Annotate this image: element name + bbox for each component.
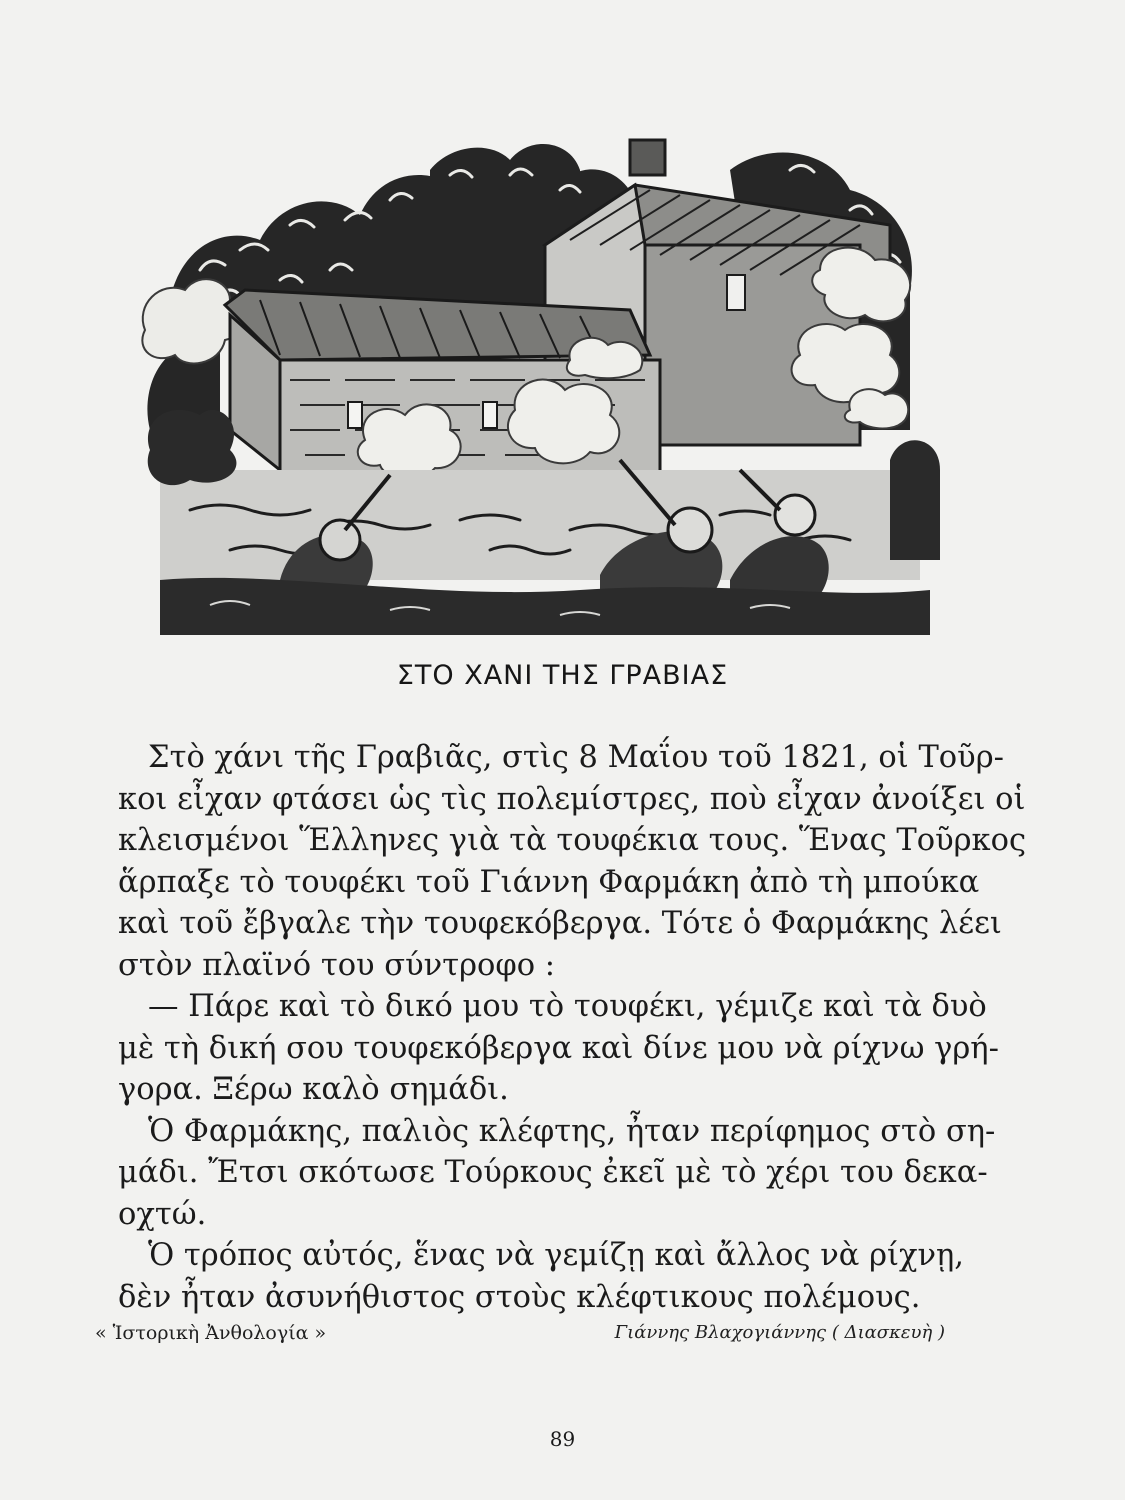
body-line: Ὁ τρόπος αὐτός, ἕνας νὰ γεμίζῃ καὶ ἄλλος νὰ ρίχνῃ, xyxy=(148,1238,964,1273)
story-body xyxy=(118,737,1027,1318)
body-line: μὲ τὴ δική σου τουφεκόβεργα καὶ δίνε μου νὰ ρίχνω γρή- xyxy=(118,1030,999,1066)
body-line: στὸν πλαϊνό του σύντροφο : xyxy=(118,947,556,983)
body-line: οχτώ. xyxy=(118,1196,207,1232)
body-line: γορα. Ξέρω καλὸ σημάδι. xyxy=(118,1072,509,1107)
story-title: ΣΤΟ ΧΑΝΙ ΤΗΣ ΓΡΑΒΙΑΣ xyxy=(396,660,729,691)
body-line: δὲν ἦταν ἀσυνήθιστος στοὺς κλέφτικους πολέμους. xyxy=(118,1279,921,1315)
body-line: ἅρπαξε τὸ τουφέκι τοῦ Γιάννη Φαρμάκη ἀπὸ τὴ μπούκα xyxy=(118,864,980,900)
body-line: καὶ τοῦ ἔβγαλε τὴν τουφεκόβεργα. Τότε ὁ Φαρμάκης λέει xyxy=(118,906,1002,941)
page-number: 89 xyxy=(549,1427,576,1451)
body-line: κοι εἶχαν φτάσει ὡς τὶς πολεμίστρες, ποὺ εἶχαν ἀνοίξει οἱ xyxy=(118,781,1026,817)
body-line: κλεισμένοι Ἕλληνες γιὰ τὰ τουφέκια τους. Ἕνας Τοῦρκος xyxy=(118,823,1027,858)
inn-woodcut-illustration xyxy=(130,130,945,635)
body-line: Στὸ χάνι τῆς Γραβιᾶς, στὶς 8 Μαΐου τοῦ 1821, οἱ Τοῦρ- xyxy=(148,740,1004,775)
author-credit: Γιάννης Βλαχογιάννης ( Διασκευὴ ) xyxy=(614,1322,945,1343)
body-line: μάδι. Ἔτσι σκότωσε Τούρκους ἐκεῖ μὲ τὸ χέρι του δεκα- xyxy=(118,1155,988,1190)
source-citation: « Ἱστορικὴ Ἀνθολογία » xyxy=(95,1322,327,1344)
body-line: — Πάρε καὶ τὸ δικό μου τὸ τουφέκι, γέμιζε καὶ τὰ δυὸ xyxy=(148,989,987,1024)
body-line: Ὁ Φαρμάκης, παλιὸς κλέφτης, ἦταν περίφημος στὸ ση- xyxy=(148,1113,996,1149)
